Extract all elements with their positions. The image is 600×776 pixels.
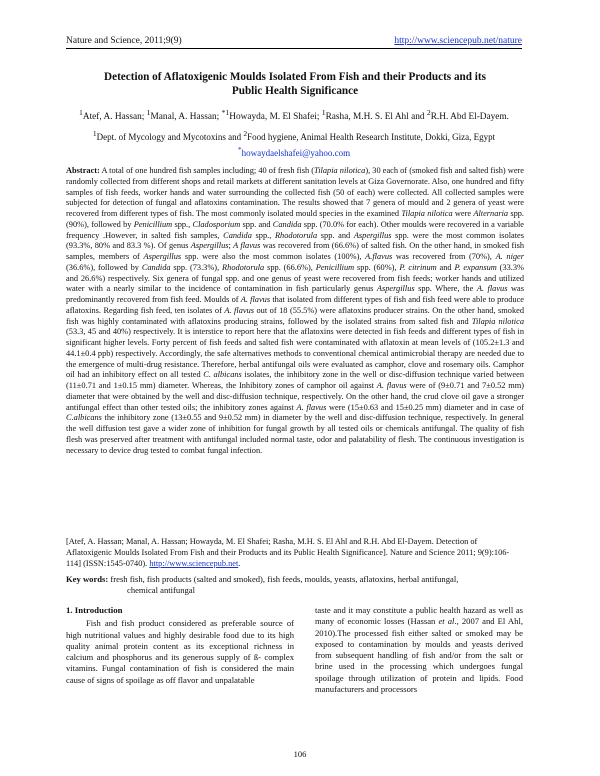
- author-4: Rasha, M.H. S. El Ahl and: [325, 112, 425, 123]
- intro-paragraph-cont: [315, 605, 523, 695]
- corresponding-email[interactable]: howaydaelshafei@yahoo.com: [241, 147, 351, 158]
- species-name: C. albicans: [203, 370, 242, 380]
- page-number: 106: [293, 749, 307, 759]
- affiliation-line: Dept. of Mycology and Mycotoxins and: [96, 132, 242, 142]
- keywords-tail: chemical antifungal: [127, 585, 196, 595]
- abstract-text: spp. (70.0% for each). Other moulds were recovered in a variable frequency .However, in salted fish samples,: [66, 219, 525, 240]
- species-name: Rhodotorula: [222, 262, 265, 272]
- paper-title: Detection of Aflatoxigenic Moulds Isolated From Fish and their Products and its Public Health Significance: [104, 71, 486, 97]
- intro-left-column: [66, 605, 294, 686]
- abstract-text: (53.3, 45 and 40%) respectively. It is interstice to report here that the aflatoxins were detected in fish feeds and different types of fish in significant higher levels. Forty percent of fish feeds and salted fish were contaminated with aflatoxin at mean levels of (105.2±1.3 and 44.1±0.4 ppb) respectively. Accordingly, the safe alternatives methods to conventional chemical antimicrobial therapy are needed due to the emergence of multi-drug resistance. Therefore, herbal antifungal oils were evaluated as camphor, clove and rosemary oils. Camphor oil had an inhibitory effect on all tested: [66, 327, 524, 380]
- abstract-text: the inhibitory zone (13±0.55 and 9±0.52 mm) in diameter by the well and disc-diffusion technique, respectively. In general the well diffusion test gave a wider zone of inhibition for fungal growth by all tested oils or chemicals antifungal. The quality of fish flesh was preserved after treatment with antifungal included normal taste, odor and palatability of flesh. The continuous investigation is necessary to device drug tested to combat fungal infection.: [66, 413, 524, 455]
- species-name: A. flavus: [224, 305, 254, 315]
- citation-end: .: [238, 558, 241, 568]
- abstract-text: were of (9±0.71 and 7±0.52 mm) diameter that were obtained by the well and disc-diffusion technique, respectively. On the other hand, the crud clove oil gave a stronger antifungal effect than other tested oils; the inhibitory zones against: [66, 381, 524, 412]
- species-name: Candida: [272, 219, 302, 229]
- species-name: A. flavus: [296, 402, 327, 412]
- citation-text: [Atef, A. Hassan; Manal, A. Hassan; Howayda, M. El Shafei; Rasha, M.H. S. El Ahl and R.H. Abd El-Dayem. Detection of Aflatoxigenic Moulds Isolated From Fish and their Products and its Public Health Significance]. Nature and Science 2011; 9(9):106-114] (ISSN:1545-0740).: [66, 537, 510, 568]
- header-rule: [66, 48, 522, 49]
- abstract-text: were (15±0.63 and 15±0.25 mm) diameter and in case of: [326, 402, 524, 412]
- abstract-text: spp. (66.6%),: [264, 262, 316, 272]
- abstract-text: and: [436, 262, 455, 272]
- species-name: C.albicans: [66, 413, 102, 423]
- species-name: Aspergillus: [353, 230, 392, 240]
- species-name: Tilapia nilotica: [471, 316, 524, 326]
- keywords-label: Key words:: [66, 574, 109, 584]
- abstract-text: spp. Where, the: [414, 284, 477, 294]
- species-name: Tilapia nilotica: [401, 209, 453, 218]
- author-list: $^1$Atef, A. Hassan; $^1$Manal, A. Hassan; $^{*1}$Howayda, M. El Shafei; $^1$Rasha, M.H. S. El Ahl and $^2$R.H. Abd El-Dayem.: [79, 108, 509, 123]
- species-name: Candida: [223, 230, 252, 240]
- abstract-text: spp.,: [251, 230, 275, 240]
- running-header: [66, 36, 522, 46]
- abstract-text: (36.6%), followed by: [66, 262, 142, 272]
- species-name: A. niger: [495, 252, 525, 261]
- species-name: Candida: [141, 262, 171, 272]
- species-name: Aspergillus: [143, 252, 182, 261]
- abstract-text: were: [452, 209, 474, 218]
- abstract: [66, 166, 524, 456]
- author-5: R.H. Abd El-Dayem.: [430, 112, 509, 123]
- author-1: Atef, A. Hassan;: [82, 112, 145, 123]
- journal-citation: Nature and Science, 2011;9(9): [66, 36, 182, 46]
- species-name: A.flavus: [365, 252, 393, 261]
- author-3: Howayda, M. El Shafei;: [229, 112, 320, 123]
- abstract-text: (33.3% and 26.6%) respectively. Six genera of fungal spp. and one genus of yeast were recovered from fish feeds; worker hands and utilized water with a nearly similar to the incidence of contamination in fish particularly genus: [66, 262, 524, 294]
- affiliation-line-2: Food hygiene, Animal Health Research Institute, Dokki, Giza, Egypt: [247, 132, 496, 142]
- species-name: P. citrinum: [399, 262, 437, 272]
- species-name: Aspergillus: [376, 284, 415, 294]
- species-name: P. expansum: [454, 262, 497, 272]
- species-name: A. flavus: [376, 381, 407, 390]
- intro-paragraph: Fish and fish product considered as preferable source of high nutritional values and highly desirable food due to its high quality animal protein content as its exceptional richness in calcium and phosphorus and its generous supply of ß- complex vitamins. Fungal contamination of fish is considered the main cause of signs of spoilage as off flavor and unpalatable: [66, 618, 294, 685]
- species-name: Penicillium: [133, 219, 173, 229]
- species-name: Penicillium: [315, 262, 355, 272]
- species-name: Rhodotorula: [274, 230, 318, 240]
- abstract-text: was recovered from (66.6%) of salted fish. On the other hand, in smoked fish samples, members of: [66, 241, 525, 261]
- abstract-text: ), 30 each of (smoked fish and salted fish) were randomly collected from different shops and retail markets at different sanitation levels at Giza Governorate. Also, one hundred and fifty samples of fish feeds, worker hands and water surrounding the collected fish (50 of each) were collected. All collected samples were subjected for detection of fungal and aflatoxins contamination. The results showed that 7 genera of mould and 2 genera of yeast were recovered from different types of fish. The most commonly isolated mould species in the examined: [66, 166, 525, 218]
- species-name: A. flavus: [476, 284, 508, 294]
- abstract-text: spp. were also the most common isolates (100%),: [181, 252, 366, 261]
- keywords: [66, 574, 524, 596]
- species-name: A flavus: [233, 241, 261, 251]
- abstract-label: Abstract:: [66, 166, 100, 175]
- affiliation: $^1$Dept. of Mycology and Mycotoxins and $^2$Food hygiene, Animal Health Research Institute, Dokki, Giza, Egypt *howaydaelshafei@yahoo.com: [92, 129, 496, 158]
- citation-block: [66, 537, 524, 569]
- abstract-text: ;: [228, 241, 234, 251]
- journal-url-link[interactable]: http://www.sciencepub.net/nature: [394, 36, 522, 46]
- author-2: Manal, A. Hassan;: [150, 112, 220, 123]
- species-name: Tilapia nilotica: [314, 166, 366, 175]
- abstract-text: out of 18 (55.5%) were aflatoxins producer strains. On the other hand, smoked fish was highly contaminated with aflatoxins producing strains, followed by the isolated strains from salted fish and: [66, 305, 524, 326]
- intro-right-column: [315, 605, 523, 695]
- section-heading: 1. Introduction: [66, 605, 123, 615]
- abstract-text: A total of one hundred fish samples including; 40 of fresh fish (: [101, 166, 315, 175]
- abstract-text: spp. (73.3%),: [170, 262, 223, 272]
- abstract-text: spp. (90%), followed by: [66, 209, 525, 229]
- abstract-text: spp. and: [240, 219, 273, 229]
- et-al: et al: [438, 616, 455, 627]
- abstract-text: was recovered from (70%),: [392, 252, 496, 261]
- intro-text: taste and it may constitute a public health hazard as well as many of economic losses (Hassan: [315, 605, 523, 627]
- species-name: Alternaria: [473, 209, 509, 218]
- abstract-text: spp. (60%),: [354, 262, 400, 272]
- keywords-text: fresh fish, fish products (salted and smoked), fish feeds, moulds, yeasts, aflatoxins, herbal antifungal,: [110, 574, 459, 584]
- citation-link[interactable]: http://www.sciencepub.net: [149, 558, 239, 568]
- abstract-text: spp. and: [317, 230, 354, 240]
- species-name: Aspergillus: [190, 241, 229, 251]
- abstract-text: spp.,: [172, 219, 193, 229]
- abstract-text: isolates, the inhibitory zone in the well or disc-diffusion technique varied between (11±0.71 and 1±0.15 mm) diameter. Whereas, the Inhibitory zones of camphor oil against: [66, 370, 525, 390]
- intro-text: ., 2007 and El Ahl, 2010).The processed fish either salted or smoked may be exposed to contamination by moulds and yeasts derived from subsequent handling of fish and/or from the salt or brine used in the processing which undergoes fungal spoilage through utilization of protein and lipids. Food manufacturers and processors: [315, 616, 523, 695]
- abstract-text: was predominantly recovered from fish feed. Moulds of: [66, 284, 524, 304]
- species-name: Cladosporium: [192, 219, 241, 229]
- abstract-text: spp. were the most common isolates (93.3%, 80% and 83.3 %). Of genus: [66, 230, 524, 251]
- abstract-text: that isolated from different types of fish and fish feed were able to produce aflatoxins. Regarding fish feed, ten isolates of: [66, 295, 524, 315]
- species-name: A. flavus: [240, 295, 271, 304]
